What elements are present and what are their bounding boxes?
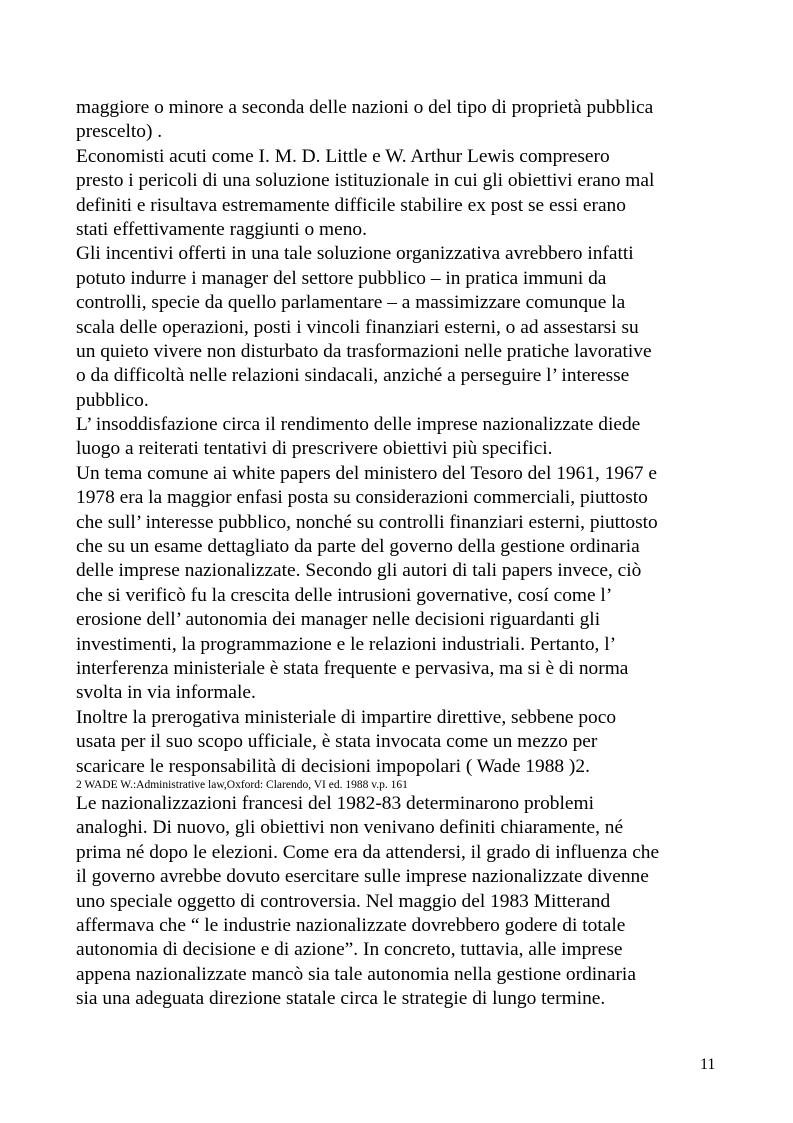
text-line: Economisti acuti come I. M. D. Little e W. Arthur Lewis compresero: [76, 145, 610, 167]
text-line: controlli, specie da quello parlamentare – a massimizzare comunque la: [76, 292, 626, 314]
page-number: 11: [700, 1056, 716, 1073]
text-line: L’ insoddisfazione circa il rendimento delle imprese nazionalizzate diede: [76, 414, 641, 436]
footnote: 2 WADE W.:Administrative law,Oxford: Clarendo, VI ed. 1988 v.p. 161: [76, 778, 408, 791]
text-line: maggiore o minore a seconda delle nazioni o del tipo di proprietà pubblica: [76, 97, 654, 118]
text-line: potuto indurre i manager del settore pubblico – in pratica immuni da: [76, 267, 607, 289]
text-line: appena nazionalizzate mancò sia tale autonomia nella gestione ordinaria: [76, 963, 636, 985]
text-line: o da difficoltà nelle relazioni sindacali, anziché a perseguire l’ interesse: [76, 365, 630, 387]
text-line: pubblico.: [76, 389, 149, 411]
text-line: luogo a reiterati tentativi di prescrivere obiettivi più specifici.: [76, 438, 553, 460]
text-line: che su un esame dettagliato da parte del governo della gestione ordinaria: [76, 536, 640, 558]
text-line: investimenti, la programmazione e le relazioni industriali. Pertanto, l’: [76, 633, 617, 655]
text-line: delle imprese nazionalizzate. Secondo gli autori di tali papers invece, ciò: [76, 560, 642, 582]
body-text: [76, 96, 726, 1011]
text-line: svolta in via informale.: [76, 682, 256, 704]
text-line: che si verificò fu la crescita delle intrusioni governative, cosí come l’: [76, 584, 613, 606]
text-line: stati effettivamente raggiunti o meno.: [76, 218, 367, 240]
text-line: prescelto) .: [76, 121, 163, 143]
text-line: presto i pericoli di una soluzione istituzionale in cui gli obiettivi erano mal: [76, 170, 655, 192]
text-line: Un tema comune ai white papers del ministero del Tesoro del 1961, 1967 e: [76, 462, 657, 484]
text-line: erosione dell’ autonomia dei manager nelle decisioni riguardanti gli: [76, 609, 601, 631]
text-line: sia una adeguata direzione statale circa le strategie di lungo termine.: [76, 988, 606, 1010]
text-line: definiti e risultava estremamente difficile stabilire ex post se essi erano: [76, 194, 626, 216]
text-line: autonomia di decisione e di azione”. In concreto, tuttavia, alle imprese: [76, 939, 623, 961]
text-line: uno speciale oggetto di controversia. Nel maggio del 1983 Mitterand: [76, 890, 611, 912]
text-line: un quieto vivere non disturbato da trasformazioni nelle pratiche lavorative: [76, 340, 652, 362]
text-line: 1978 era la maggior enfasi posta su considerazioni commerciali, piuttosto: [76, 487, 648, 509]
text-line: usata per il suo scopo ufficiale, è stata invocata come un mezzo per: [76, 731, 598, 753]
text-line: prima né dopo le elezioni. Come era da attendersi, il grado di influenza che: [76, 841, 660, 863]
text-line: Gli incentivi offerti in una tale soluzione organizzativa avrebbero infatti: [76, 243, 634, 265]
text-line: Inoltre la prerogativa ministeriale di impartire direttive, sebbene poco: [76, 706, 617, 728]
text-line: il governo avrebbe dovuto esercitare sulle imprese nazionalizzate divenne: [76, 866, 649, 888]
text-line: scaricare le responsabilità di decisioni impopolari ( Wade 1988 )2.: [76, 755, 590, 777]
text-line: scala delle operazioni, posti i vincoli finanziari esterni, o ad assestarsi su: [76, 316, 639, 338]
text-line: Le nazionalizzazioni francesi del 1982-83 determinarono problemi: [76, 792, 594, 814]
text-line: interferenza ministeriale è stata frequente e pervasiva, ma si è di norma: [76, 657, 629, 679]
text-line: che sull’ interesse pubblico, nonché su controlli finanziari esterni, piuttosto: [76, 511, 658, 533]
text-line: affermava che “ le industrie nazionalizzate dovrebbero godere di totale: [76, 914, 626, 936]
text-line: analoghi. Di nuovo, gli obiettivi non venivano definiti chiaramente, né: [76, 817, 624, 839]
